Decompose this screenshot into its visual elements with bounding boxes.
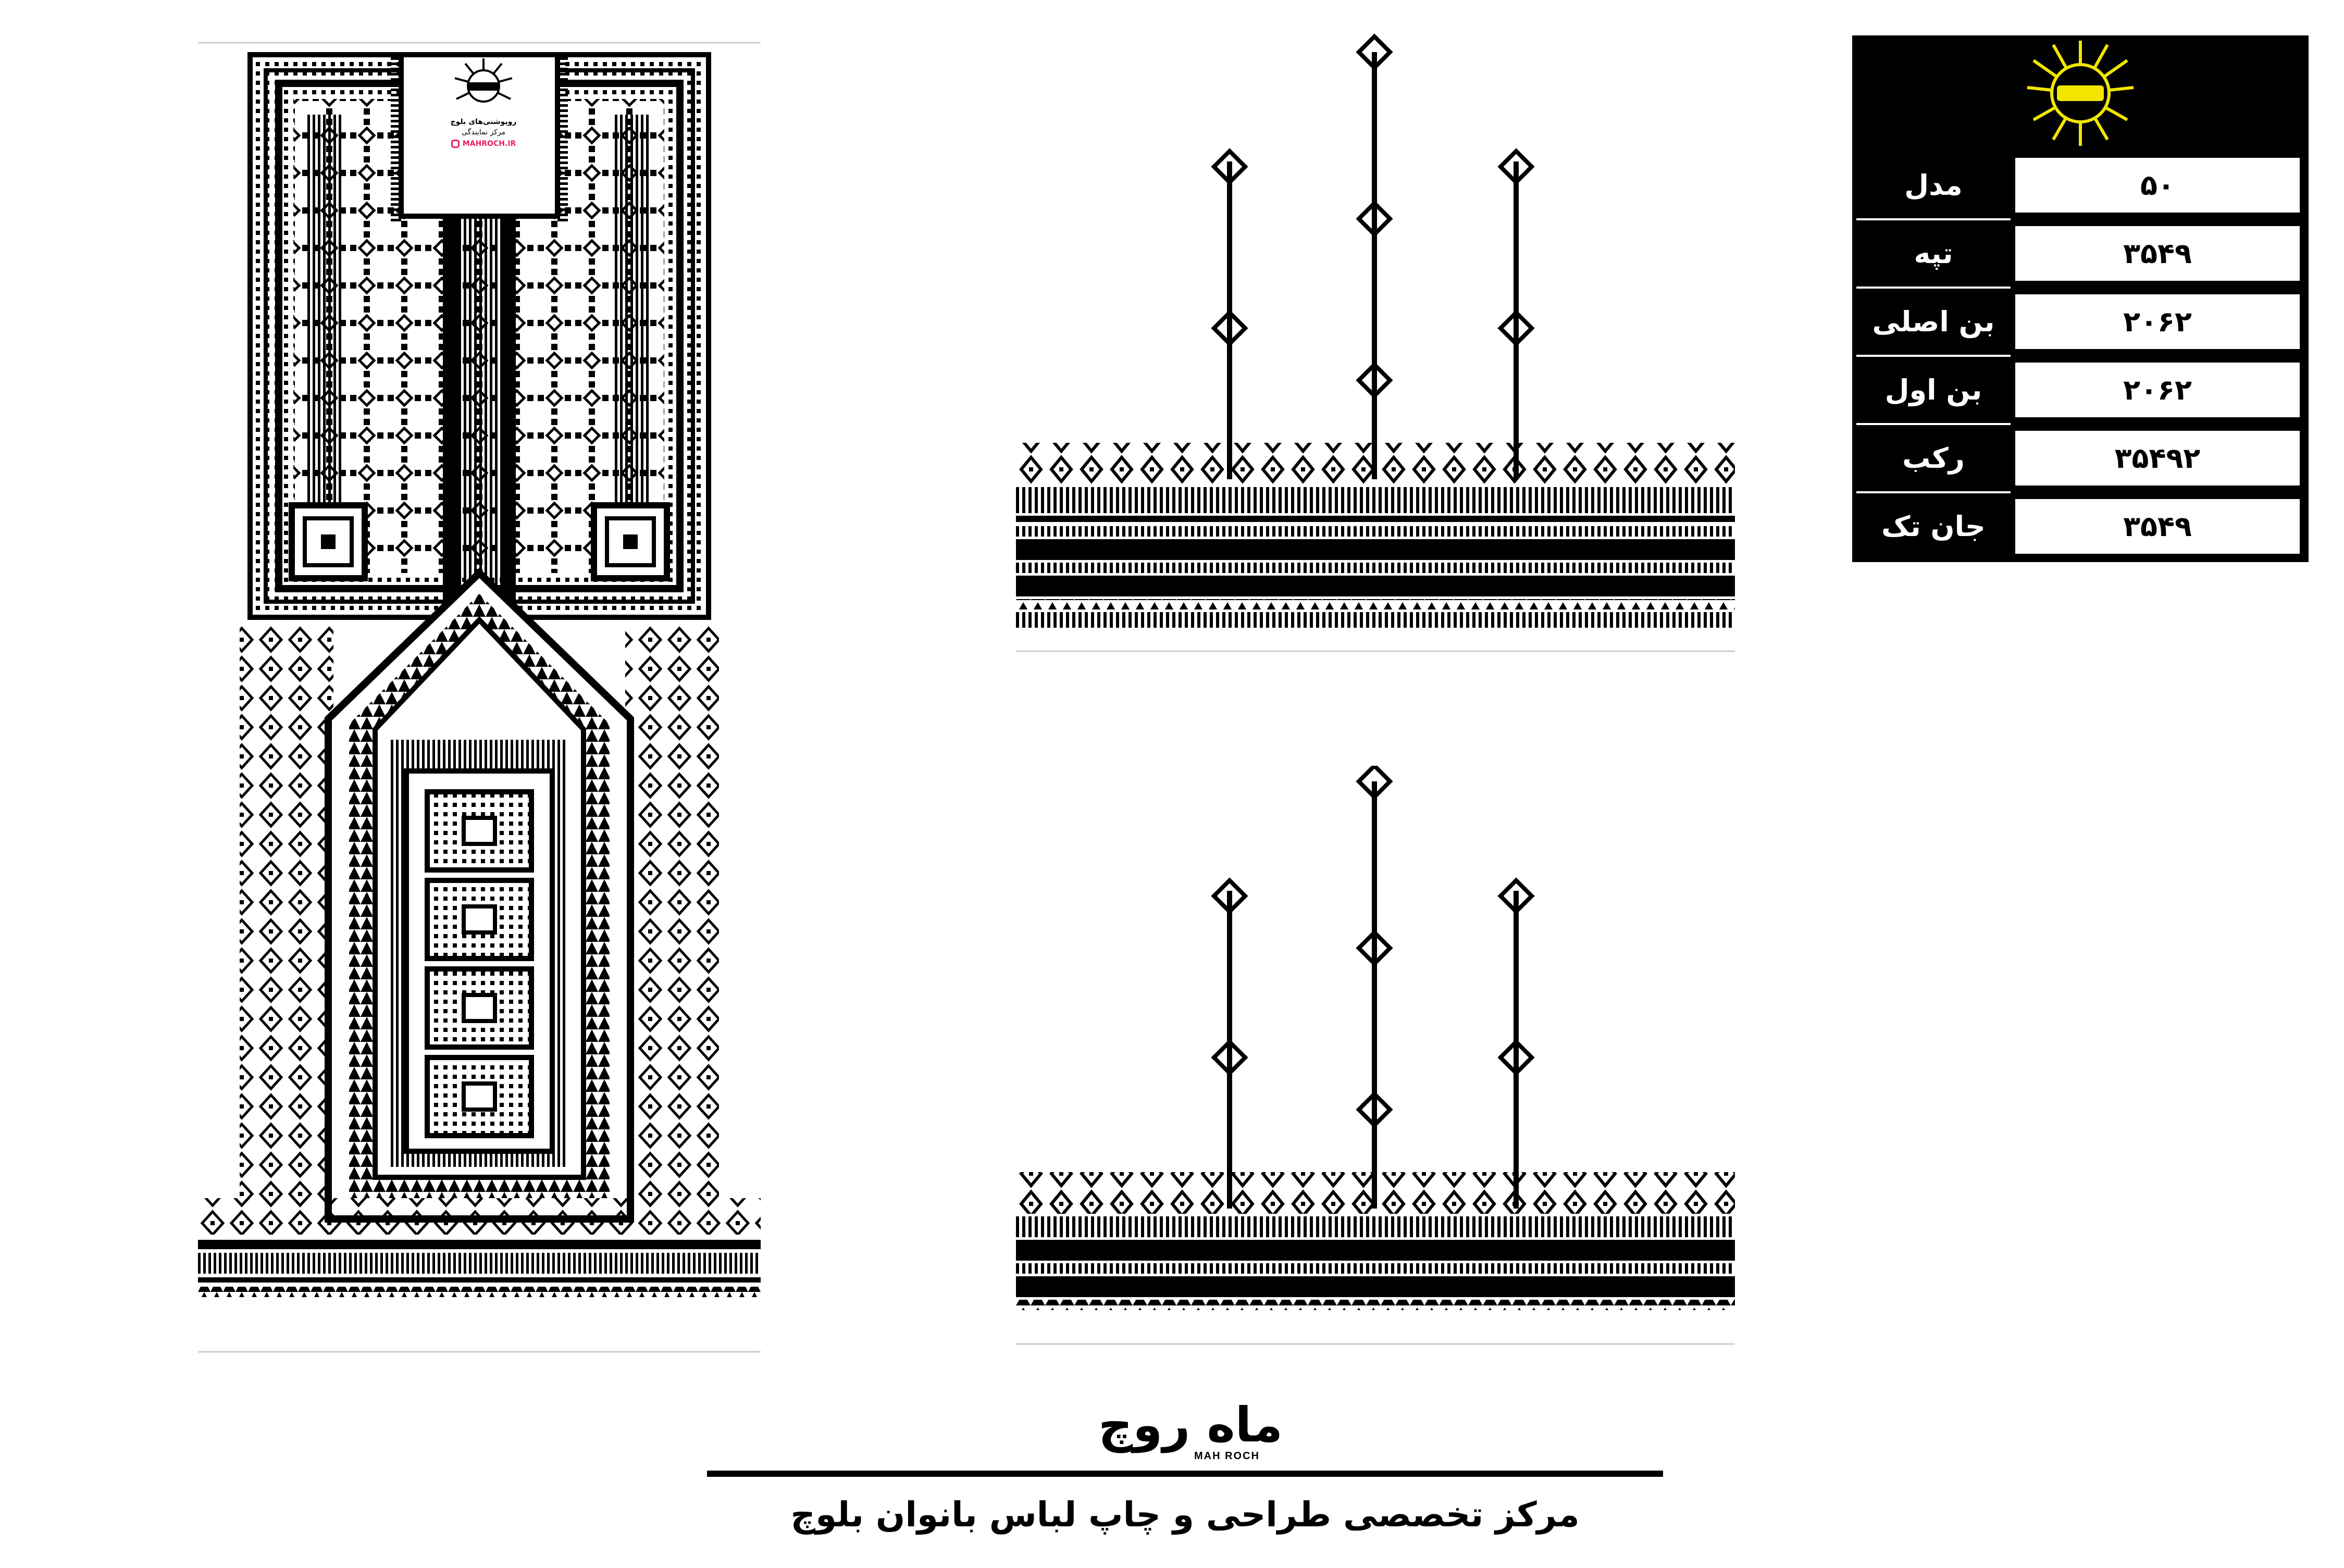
patch-line2: مرکز نمایندگی (461, 128, 506, 136)
brand-logo (1081, 1396, 1300, 1466)
spec-row-tapeh (1852, 219, 2309, 288)
spec-label: تپه (1914, 237, 1953, 270)
sun-logo-icon (452, 57, 515, 115)
spec-value: ۳۵۴۹ (2013, 496, 2302, 556)
brand-caption: مرکز تخصصی طراحی و چاپ لباس بانوان بلوچ (790, 1494, 1580, 1535)
sleeve-pattern-bottom (1016, 766, 1735, 1354)
spec-label: بن اصلی (1872, 305, 1995, 338)
spec-label: مدل (1904, 169, 1963, 202)
patch-line1: روپوشنی‌های بلوچ (450, 118, 517, 126)
spec-row-main-base (1852, 288, 2309, 356)
brand-logo-text: ماه روچ (1098, 1397, 1283, 1453)
brand-logo-latin: MAH ROCH (1194, 1450, 1260, 1462)
spec-label: جان تک (1881, 510, 1986, 543)
spec-value: ۳۵۴۹ (2013, 223, 2302, 283)
spec-value: ۲۰۶۲ (2013, 360, 2302, 420)
spec-value: ۲۰۶۲ (2013, 292, 2302, 352)
instagram-icon (451, 140, 460, 148)
dress-front-pattern (198, 42, 761, 1354)
spec-label: بن اول (1884, 374, 1982, 406)
spec-value: ۵۰ (2013, 155, 2302, 215)
spec-label: رکب (1902, 442, 1965, 475)
neck-label (405, 57, 562, 188)
patch-handle: MAHROCH.IR (462, 140, 516, 148)
spec-logo-cell (1852, 35, 2309, 151)
sun-logo-icon (1852, 35, 2309, 151)
sleeve-pattern-top (1016, 31, 1735, 656)
spec-value: ۳۵۴۹۲ (2013, 428, 2302, 488)
spec-row-jantak (1852, 492, 2309, 561)
footer-divider (707, 1471, 1663, 1477)
spec-row-model (1852, 151, 2309, 219)
spec-row-first-base (1852, 356, 2309, 424)
spec-table (1852, 35, 2309, 562)
spec-row-rekab (1852, 424, 2309, 492)
